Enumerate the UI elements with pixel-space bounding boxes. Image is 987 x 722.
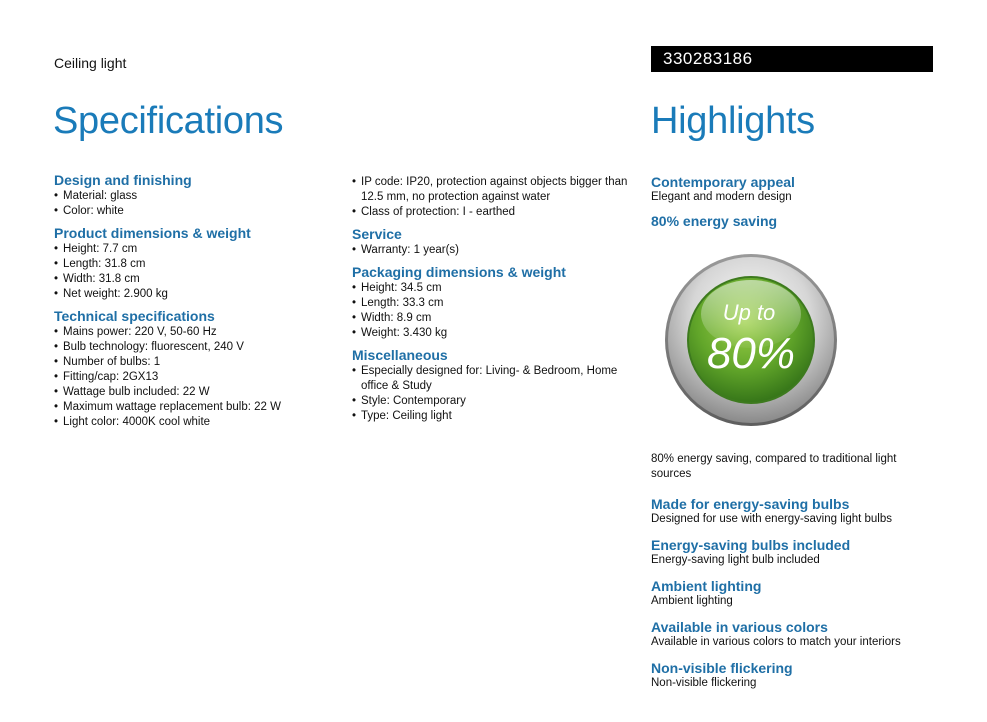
specs-column-2 (352, 175, 642, 430)
spec-item: • Light color: 4000K cool white (54, 415, 344, 430)
highlight-desc: Non-visible flickering (651, 677, 757, 689)
highlight-desc: Available in various colors to match your interiors (651, 636, 901, 648)
spec-item: • Length: 33.3 cm (352, 296, 642, 311)
spec-list (352, 243, 642, 258)
section-title: Product dimensions & weight (54, 225, 251, 241)
spec-item: • Color: white (54, 204, 344, 219)
specifications-title: Specifications (53, 100, 284, 142)
highlight-title: Contemporary appeal (651, 174, 795, 190)
energy-badge (663, 252, 839, 428)
highlight-colors (651, 619, 941, 650)
spec-item: • IP code: IP20, protection against objects bigger than 12.5 mm, no protection against water (352, 175, 642, 205)
highlight-title: Ambient lighting (651, 578, 762, 594)
spec-item: • Net weight: 2.900 kg (54, 287, 344, 302)
section-title: Miscellaneous (352, 347, 448, 363)
highlight-title: Available in various colors (651, 619, 828, 635)
highlights-rest (651, 496, 941, 701)
spec-item: • Type: Ceiling light (352, 409, 642, 424)
spec-item: • Class of protection: I - earthed (352, 205, 642, 220)
spec-item: • Width: 31.8 cm (54, 272, 344, 287)
highlight-contemporary (651, 174, 941, 205)
product-category: Ceiling light (54, 55, 127, 71)
spec-item: • Fitting/cap: 2GX13 (54, 370, 344, 385)
spec-item: • Number of bulbs: 1 (54, 355, 344, 370)
spec-item: • Style: Contemporary (352, 394, 642, 409)
highlight-flickering (651, 660, 941, 691)
sku-bar: 330283186 (651, 46, 933, 72)
highlight-ambient (651, 578, 941, 609)
spec-list (54, 325, 344, 430)
spec-item: • Wattage bulb included: 22 W (54, 385, 344, 400)
highlight-desc: Ambient lighting (651, 595, 733, 607)
spec-item: • Material: glass (54, 189, 344, 204)
section-miscellaneous (352, 347, 642, 424)
highlight-title: Made for energy-saving bulbs (651, 496, 850, 512)
spec-item: • Width: 8.9 cm (352, 311, 642, 326)
energy-saving-desc: 80% energy saving, compared to traditional light sources (651, 453, 897, 480)
spec-list (352, 281, 642, 341)
section-design-finishing (54, 172, 344, 219)
spec-item: • Mains power: 220 V, 50-60 Hz (54, 325, 344, 340)
badge-line1: Up to (722, 300, 776, 325)
spec-item: • Length: 31.8 cm (54, 257, 344, 272)
specs-column-1 (54, 172, 344, 436)
spec-list (352, 175, 642, 220)
badge-line2: 80% (706, 329, 796, 378)
highlight-bulbs-included (651, 537, 941, 568)
spec-list (352, 364, 642, 424)
highlight-energy-saving (651, 213, 941, 229)
spec-list (54, 242, 344, 302)
highlights-top (651, 174, 941, 235)
highlight-desc: Designed for use with energy-saving light bulbs (651, 513, 892, 525)
spec-list (54, 189, 344, 219)
highlight-desc: Elegant and modern design (651, 191, 792, 203)
spec-item: • Height: 34.5 cm (352, 281, 642, 296)
highlight-title: 80% energy saving (651, 213, 778, 229)
spec-item: • Bulb technology: fluorescent, 240 V (54, 340, 344, 355)
highlight-energy-bulbs (651, 496, 941, 527)
section-product-dimensions (54, 225, 344, 302)
section-title: Service (352, 226, 402, 242)
section-service (352, 226, 642, 258)
section-title: Packaging dimensions & weight (352, 264, 566, 280)
highlights-title: Highlights (651, 100, 815, 142)
highlight-title: Non-visible flickering (651, 660, 793, 676)
highlight-title: Energy-saving bulbs included (651, 537, 851, 553)
spec-item: • Maximum wattage replacement bulb: 22 W (54, 400, 344, 415)
spec-item: • Warranty: 1 year(s) (352, 243, 642, 258)
highlight-desc: Energy-saving light bulb included (651, 554, 820, 566)
energy-badge-graphic (663, 252, 839, 428)
spec-item: • Height: 7.7 cm (54, 242, 344, 257)
spec-item: • Weight: 3.430 kg (352, 326, 642, 341)
spec-item: • Especially designed for: Living- & Bedroom, Home office & Study (352, 364, 642, 394)
section-technical-specs (54, 308, 344, 430)
section-title: Technical specifications (54, 308, 215, 324)
section-title: Design and finishing (54, 172, 192, 188)
section-packaging-dimensions (352, 264, 642, 341)
section-technical-continued (352, 175, 642, 220)
